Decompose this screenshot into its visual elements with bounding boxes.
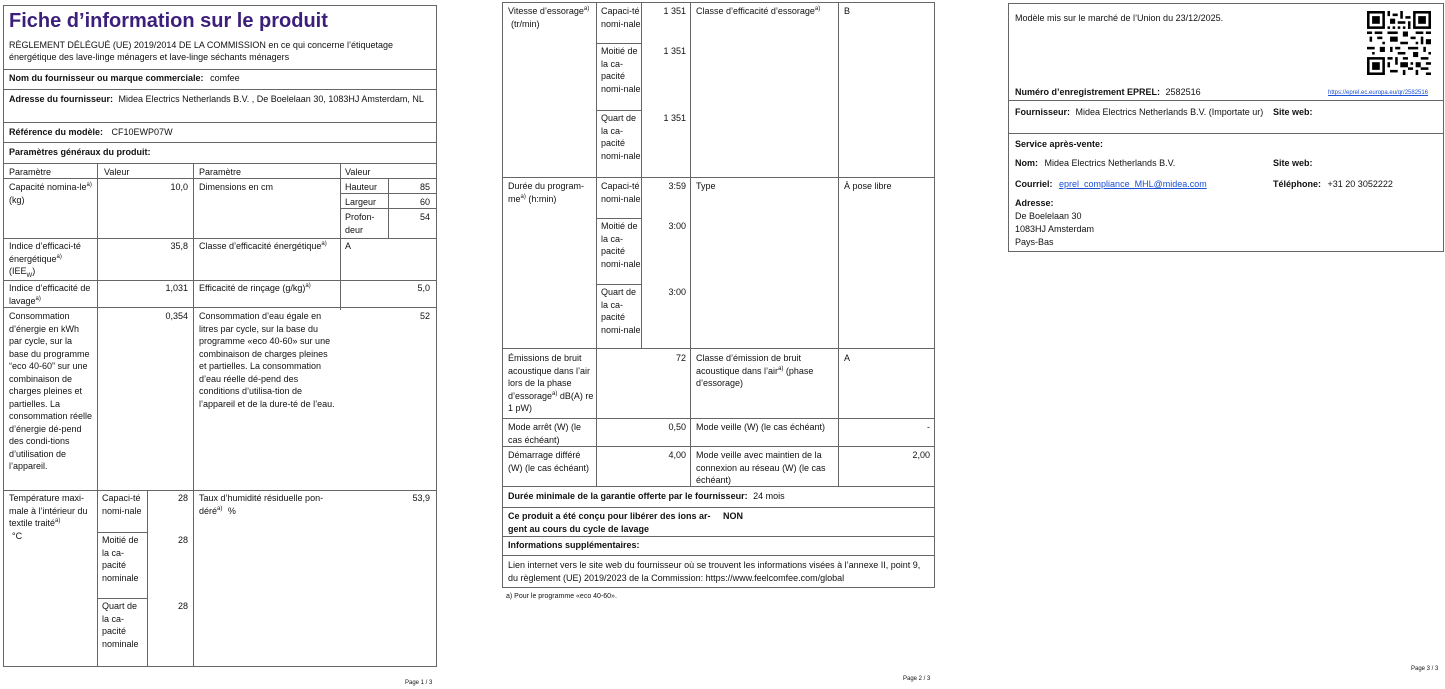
temperature-label: Température maxi-male à l’intérieur du textile traité$^{a)}$ °C (9, 493, 88, 541)
email-label: Courriel: (1015, 179, 1053, 189)
spin-half-value: 1 351 (663, 46, 686, 56)
page-3-number: Page 3 / 3 (1411, 666, 1439, 672)
temp-quarter-value: 28 (177, 601, 188, 611)
supplier-row-p3 (1015, 106, 1270, 119)
capacity-label: Capacité nomina-$le^{a)}$ (kg) (9, 182, 92, 205)
depth-label: Profon-deur (345, 212, 375, 235)
dur-half-value: 3:00 (668, 221, 686, 231)
col-value-2: Valeur (345, 167, 371, 177)
service-label: Service après-vente: (1015, 139, 1104, 149)
warranty-label: Durée minimale de la garantie offerte par le fournisseur: (508, 491, 748, 501)
phone-label: Téléphone: (1273, 179, 1322, 189)
page-2 (500, 0, 940, 689)
address-line-1: De Boelelaan 30 (1015, 211, 1082, 221)
name-label: Nom: (1015, 158, 1038, 168)
rinse-label: Efficacité de rinçage $(g/kg)^{a)}$ (199, 283, 311, 293)
model-value: CF10EWP07W (111, 127, 173, 137)
off-mode-value: 0,50 (668, 422, 686, 432)
spin-class-value: B (844, 6, 851, 16)
noise-label: Émissions de bruit acoustique dans l’air lors de la phase d’essorage$^{a)}$ dB(A) re 1 pW) (508, 353, 594, 413)
noise-class-value: A (844, 353, 851, 363)
regulation-text: RÈGLEMENT DÉLÉGUÉ (UE) 2019/2014 DE LA COMMISSION en ce qui concerne l’étiquetage énergétique des lave-linge ménagers et lave-linge séchants ménagers (9, 40, 394, 62)
supplier-label: Nom du fournisseur ou marque commerciale: (9, 73, 204, 83)
height-value: 85 (419, 182, 430, 192)
silver-ions-value: NON (723, 511, 743, 521)
spin-half-label: Moitié de la ca-pacité nomi-nale (601, 46, 641, 94)
spin-class-label: Classe d’efficacité d’essorage$^{a)}$ (696, 6, 821, 16)
duration-label: Durée du program-$me^{a)}$ (h:min) (508, 181, 585, 204)
temp-half-value: 28 (177, 535, 188, 545)
supplier-row (9, 72, 240, 85)
address-row (9, 93, 429, 106)
params-title: Paramètres généraux du produit: (9, 147, 151, 157)
spin-full-label: Capaci-té nomi-nale (601, 6, 641, 29)
name-value: Midea Electrics Netherlands B.V. (1044, 158, 1176, 168)
humidity-value: 53,9 (412, 493, 430, 503)
page-1-number: Page 1 / 3 (405, 680, 433, 686)
water-consumption-value: 52 (419, 311, 430, 321)
phone-row (1273, 178, 1393, 191)
eprel-row (1015, 86, 1201, 99)
dur-quarter-value: 3:00 (668, 287, 686, 297)
temp-full-value: 28 (177, 493, 188, 503)
width-label: Largeur (345, 197, 377, 207)
info-text: Lien internet vers le site web du fournisseur où se trouvent les informations visées à l’annexe II, point 9, du règlement (UE) 2019/2023 de la Commission: https://www.feelcomfee.com/global (508, 560, 921, 583)
water-consumption-label: Consommation d’eau égale en litres par cycle, sur la base du programme «eco 40-60» sur une combinaison de charges pleines et partielles. La consommation d’eau réelle dé-pend des conditions d’utilisa-tion de l’appareil et de la dure-té de l’eau. (199, 311, 335, 409)
silver-ions-label: Ce produit a été conçu pour libérer des ions ar-gent au cours du cycle de lavage (508, 511, 711, 534)
spin-quarter-value: 1 351 (663, 113, 686, 123)
eprel-value: 2582516 (1165, 87, 1201, 97)
website2-label: Site web: (1273, 158, 1313, 168)
rinse-value: 5,0 (417, 283, 430, 293)
temp-full-label: Capaci-té nomi-nale (102, 493, 142, 516)
eprel-link[interactable]: https://eprel.ec.europa.eu/qr/2582516 (1328, 90, 1429, 96)
address-line-3: Pays-Bas (1015, 237, 1054, 247)
energy-consumption-label: Consommation d’énergie en kWh par cycle, sur la base du programme “eco 40-60” sur une combinaison de charges pleines et partielles. La consommation réelle d’énergie dé-pend des condi-tions d’utilisation de l’appareil. (9, 311, 93, 471)
warranty-row (508, 490, 785, 503)
iee-value: 35,8 (170, 241, 188, 251)
energy-class-label: Classe d’efficacité énergétique$^{a)}$ (199, 241, 327, 251)
energy-class-value: A (345, 241, 352, 251)
dims-label: Dimensions en cm (199, 182, 274, 192)
dur-quarter-label: Quart de la ca-pacité nomi-nale (601, 287, 641, 335)
network-standby-value: 2,00 (912, 450, 930, 460)
eprel-label: Numéro d’enregistrement EPREL: (1015, 87, 1161, 97)
wash-value: 1,031 (165, 283, 188, 293)
type-label: Type (696, 181, 716, 191)
energy-consumption-value: 0,354 (165, 311, 188, 321)
capacity-value: 10,0 (170, 182, 188, 192)
phone-value: +31 20 3052222 (1327, 179, 1393, 189)
wash-label: Indice d’efficacité de lavage$^{a)}$ (9, 283, 91, 306)
noise-value: 72 (675, 353, 686, 363)
width-value: 60 (419, 197, 430, 207)
email-row (1015, 178, 1207, 191)
dur-full-value: 3:59 (668, 181, 686, 191)
network-standby-label: Mode veille avec maintien de la connexion au réseau (W) (le cas échéant) (696, 450, 826, 485)
address-label-p3: Adresse: (1015, 198, 1054, 208)
type-value: À pose libre (844, 181, 892, 191)
height-label: Hauteur (345, 182, 378, 192)
spin-quarter-label: Quart de la ca-pacité nomi-nale (601, 113, 641, 161)
temp-half-label: Moitié de la ca-pacité nominale (102, 535, 139, 583)
info-label: Informations supplémentaires: (508, 540, 640, 550)
standby-label: Mode veille (W) (le cas échéant) (696, 422, 826, 432)
delay-start-value: 4,00 (668, 450, 686, 460)
standby-value: - (927, 422, 930, 432)
humidity-label: Taux d’humidité résiduelle pon-déré$^{a)}$ % (199, 493, 324, 516)
address-line-2: 1083HJ Amsterdam (1015, 224, 1095, 234)
supplier-value-p3: Midea Electrics Netherlands B.V. (Importate ur) (1075, 107, 1264, 117)
dur-full-label: Capaci-té nomi-nale (601, 181, 641, 204)
name-row (1015, 157, 1175, 170)
website-label: Site web: (1273, 107, 1313, 117)
footnote: a) Pour le programme «eco 40-60». (506, 593, 617, 600)
model-label: Référence du modèle: (9, 127, 104, 137)
page-2-number: Page 2 / 3 (903, 676, 931, 682)
market-text: Modèle mis sur le marché de l’Union du 23/12/2025. (1015, 13, 1224, 23)
product-sheet-title: Fiche d’information sur le produit (9, 10, 328, 32)
page-3 (1005, 0, 1445, 689)
noise-class-label: Classe d’émission de bruit acoustique dans l’air$^{a)}$ (phase d’essorage) (696, 353, 814, 388)
off-mode-label: Mode arrêt (W) (le cas échéant) (508, 422, 582, 445)
dur-half-label: Moitié de la ca-pacité nomi-nale (601, 221, 641, 269)
temp-quarter-label: Quart de la ca-pacité nominale (102, 601, 139, 649)
delay-start-label: Démarrage différé (W) (le cas échéant) (508, 450, 590, 473)
qr-code-icon (1367, 11, 1431, 75)
supplier-label-p3: Fournisseur: (1015, 107, 1071, 117)
page-1 (0, 0, 440, 689)
model-row (9, 126, 173, 139)
col-value-1: Valeur (104, 167, 130, 177)
supplier-value: comfee (210, 73, 240, 83)
col-param-2: Paramètre (199, 167, 242, 177)
address-value: Midea Electrics Netherlands B.V. , De Boelelaan 30, 1083HJ Amsterdam, NL (118, 94, 424, 104)
depth-value: 54 (419, 212, 430, 222)
warranty-value: 24 mois (753, 491, 785, 501)
spin-full-value: 1 351 (663, 6, 686, 16)
email-link[interactable]: eprel_compliance_MHL@midea.com (1059, 179, 1207, 189)
spin-label: Vitesse d’essorage$^{a)}$ (tr/min) (508, 6, 590, 29)
col-param-1: Paramètre (9, 167, 52, 177)
iee-label: Indice d’efficaci-té énergétique$^{a)}$ $(IEE_W)$ (9, 241, 81, 279)
address-label: Adresse du fournisseur: (9, 94, 114, 104)
